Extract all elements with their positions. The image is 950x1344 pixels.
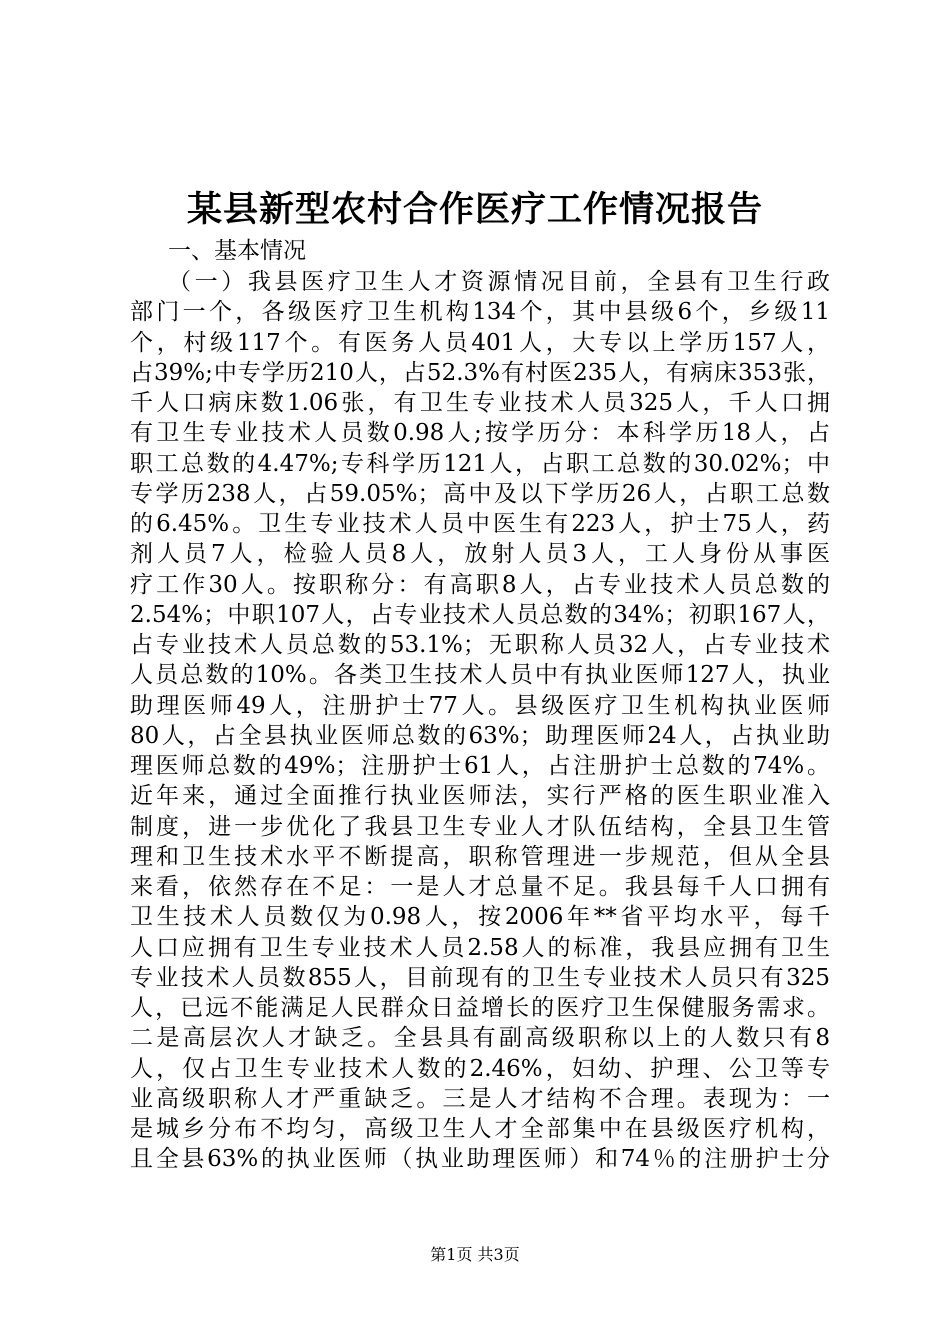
document-title: 某县新型农村合作医疗工作情况报告 [186, 189, 763, 230]
text-line: 助理医师49人，注册护士77人。县级医疗卫生机构执业医师 [130, 692, 830, 719]
text-line: 人员总数的10%。各类卫生技术人员中有执业医师127人，执业 [130, 662, 830, 689]
text-line: 制度，进一步优化了我县卫生专业人才队伍结构，全县卫生管 [130, 813, 830, 840]
text-line: 人，已远不能满足人民群众日益增长的医疗卫生保健服务需求。 [130, 995, 830, 1021]
text-line: 且全县63%的执业医师（执业助理医师）和74％的注册护士分 [130, 1146, 830, 1173]
text-line: 个，村级117个。有医务人员401人，大专以上学历157人， [130, 329, 830, 356]
text-line: 占专业技术人员总数的53.1%；无职称人员32人，占专业技术 [130, 632, 830, 658]
text-line: 2.54%；中职107人，占专业技术人员总数的34%；初职167人， [130, 601, 830, 628]
text-line: 来看，依然存在不足：一是人才总量不足。我县每千人口拥有 [130, 874, 830, 900]
text-line: 业高级职称人才严重缺乏。三是人才结构不合理。表现为：一 [130, 1085, 830, 1112]
section-heading: 一、基本情况 [168, 238, 306, 264]
text-line: 有卫生专业技术人员数0.98人;按学历分：本科学历18人，占 [130, 420, 830, 447]
text-line: 专业技术人员数855人，目前现有的卫生专业技术人员只有325 [130, 964, 830, 991]
page-footer: 第1页 共3页 [430, 1245, 520, 1264]
text-line: 剂人员7人，检验人员8人，放射人员3人，工人身份从事医 [130, 541, 830, 568]
text-line: 占39%;中专学历210人，占52.3%有村医235人，有病床353张， [130, 359, 830, 386]
text-line: 近年来，通过全面推行执业医师法，实行严格的医生职业准入 [130, 783, 830, 810]
text-line: 是城乡分布不均匀，高级卫生人才全部集中在县级医疗机构， [130, 1116, 830, 1142]
body-paragraph [130, 267, 830, 1175]
text-line: 二是高层次人才缺乏。全县具有副高级职称以上的人数只有8 [130, 1025, 830, 1052]
text-line: 理医师总数的49%；注册护士61人，占注册护士总数的74%。 [130, 753, 830, 779]
text-line: 的6.45%。卫生专业技术人员中医生有223人，护士75人，药 [130, 511, 830, 537]
text-line: 千人口病床数1.06张，有卫生专业技术人员325人，千人口拥 [130, 390, 830, 416]
text-line: 人口应拥有卫生专业技术人员2.58人的标准，我县应拥有卫生 [130, 934, 830, 961]
text-line: 部门一个，各级医疗卫生机构134个，其中县级6个，乡级11 [130, 299, 830, 326]
text-line: 卫生技术人员数仅为0.98人，按2006年**省平均水平，每千 [130, 904, 830, 931]
text-line: （一）我县医疗卫生人才资源情况目前，全县有卫生行政 [168, 269, 830, 295]
text-line: 专学历238人，占59.05%；高中及以下学历26人，占职工总数 [130, 480, 830, 507]
text-line: 人，仅占卫生专业技术人数的2.46%，妇幼、护理、公卫等专 [130, 1055, 830, 1082]
text-line: 疗工作30人。按职称分：有高职8人，占专业技术人员总数的 [130, 571, 830, 598]
text-line: 理和卫生技术水平不断提高，职称管理进一步规范，但从全县 [130, 843, 830, 870]
text-line: 80人，占全县执业医师总数的63%；助理医师24人，占执业助 [130, 722, 830, 749]
text-line: 职工总数的4.47%;专科学历121人，占职工总数的30.02%；中 [130, 450, 830, 477]
